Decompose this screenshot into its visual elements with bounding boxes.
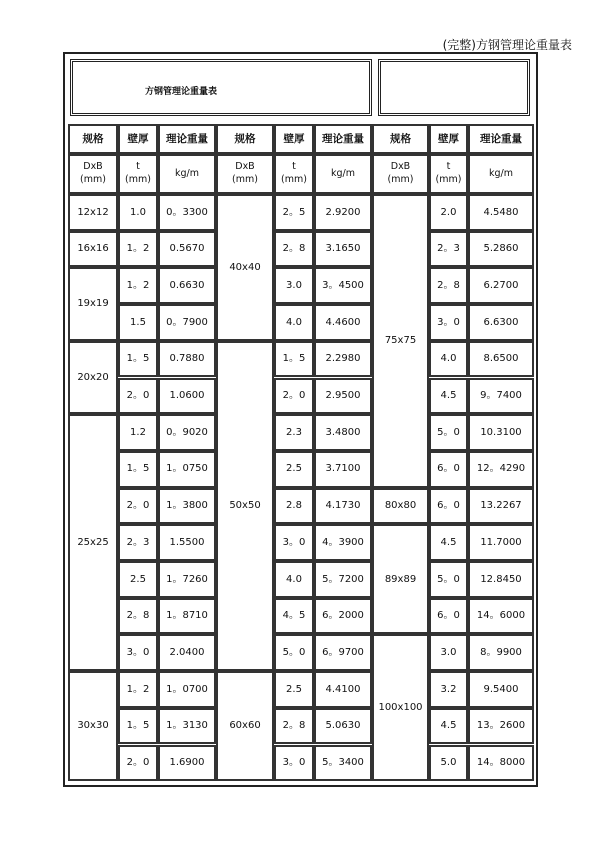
weight-header: 理论重量 xyxy=(158,124,216,154)
weight-cell: 12.8450 xyxy=(468,561,534,598)
weight-cell: 8.6500 xyxy=(468,341,534,378)
thickness-cell: 6。0 xyxy=(429,488,468,525)
thickness-cell: 2。3 xyxy=(118,524,158,561)
thickness-cell: 1。2 xyxy=(118,267,158,304)
running-head: (完整)方钢管理论重量表 xyxy=(442,38,572,52)
thickness-cell: 4.5 xyxy=(429,708,468,745)
weight-cell: 4.1730 xyxy=(314,488,372,525)
spec-cell: 12x12 xyxy=(68,194,118,231)
weight-cell: 2.9200 xyxy=(314,194,372,231)
thickness-unit: t (mm) xyxy=(274,154,314,194)
weight-cell: 8。9900 xyxy=(468,634,534,671)
thickness-cell: 2。8 xyxy=(274,708,314,745)
spec-cell: 50x50 xyxy=(216,341,274,671)
thickness-cell: 4.0 xyxy=(274,304,314,341)
weight-cell: 0。9020 xyxy=(158,414,216,451)
weight-cell: 5。3400 xyxy=(314,745,372,782)
thickness-cell: 2.8 xyxy=(274,488,314,525)
thickness-cell: 3。0 xyxy=(274,524,314,561)
thickness-cell: 1。5 xyxy=(118,341,158,378)
thickness-cell: 2。5 xyxy=(274,194,314,231)
weight-cell: 4.4100 xyxy=(314,671,372,708)
weight-cell: 12。4290 xyxy=(468,451,534,488)
weight-cell: 3.7100 xyxy=(314,451,372,488)
thickness-cell: 4。5 xyxy=(274,598,314,635)
spec-cell: 16x16 xyxy=(68,231,118,268)
weight-cell: 0。3300 xyxy=(158,194,216,231)
weight-cell: 1。0750 xyxy=(158,451,216,488)
thickness-cell: 3。0 xyxy=(118,634,158,671)
thickness-cell: 1.5 xyxy=(118,304,158,341)
spec-cell: 20x20 xyxy=(68,341,118,414)
weight-cell: 13.2267 xyxy=(468,488,534,525)
weight-table xyxy=(65,124,536,785)
thickness-cell: 3。0 xyxy=(429,304,468,341)
spec-cell: 40x40 xyxy=(216,194,274,341)
thickness-header: 壁厚 xyxy=(429,124,468,154)
title-cell xyxy=(70,59,372,116)
weight-cell: 3.4800 xyxy=(314,414,372,451)
weight-cell: 2.9500 xyxy=(314,378,372,415)
weight-unit: kg/m xyxy=(468,154,534,194)
spec-cell: 75x75 xyxy=(372,194,429,488)
thickness-cell: 5。0 xyxy=(274,634,314,671)
thickness-cell: 3.2 xyxy=(429,671,468,708)
spec-cell: 60x60 xyxy=(216,671,274,781)
thickness-cell: 2.5 xyxy=(274,671,314,708)
thickness-cell: 2。3 xyxy=(429,231,468,268)
thickness-cell: 1。5 xyxy=(274,341,314,378)
weight-cell: 0.7880 xyxy=(158,341,216,378)
weight-cell: 14。6000 xyxy=(468,598,534,635)
weight-cell: 2.0400 xyxy=(158,634,216,671)
thickness-cell: 2。0 xyxy=(118,745,158,782)
weight-cell: 0.5670 xyxy=(158,231,216,268)
thickness-cell: 3.0 xyxy=(274,267,314,304)
weight-cell: 0。7900 xyxy=(158,304,216,341)
weight-cell: 4。3900 xyxy=(314,524,372,561)
weight-cell: 1.5500 xyxy=(158,524,216,561)
thickness-unit: t (mm) xyxy=(429,154,468,194)
thickness-cell: 1。2 xyxy=(118,231,158,268)
thickness-cell: 3。0 xyxy=(274,745,314,782)
weight-cell: 6。2000 xyxy=(314,598,372,635)
thickness-header: 壁厚 xyxy=(274,124,314,154)
weight-cell: 1。8710 xyxy=(158,598,216,635)
thickness-cell: 4.5 xyxy=(429,378,468,415)
thickness-cell: 1.0 xyxy=(118,194,158,231)
thickness-cell: 2.5 xyxy=(118,561,158,598)
weight-cell: 3。4500 xyxy=(314,267,372,304)
thickness-cell: 2.0 xyxy=(429,194,468,231)
thickness-cell: 4.0 xyxy=(429,341,468,378)
weight-cell: 9。7400 xyxy=(468,378,534,415)
weight-cell: 3.1650 xyxy=(314,231,372,268)
weight-cell: 1。3130 xyxy=(158,708,216,745)
weight-cell: 5。7200 xyxy=(314,561,372,598)
weight-cell: 6.6300 xyxy=(468,304,534,341)
weight-cell: 14。8000 xyxy=(468,745,534,782)
spec-header: 规格 xyxy=(372,124,429,154)
weight-cell: 5.2860 xyxy=(468,231,534,268)
weight-cell: 5.0630 xyxy=(314,708,372,745)
thickness-cell: 4.0 xyxy=(274,561,314,598)
thickness-cell: 1.2 xyxy=(118,414,158,451)
weight-cell: 10.3100 xyxy=(468,414,534,451)
spec-unit: DxB (mm) xyxy=(68,154,118,194)
thickness-cell: 6。0 xyxy=(429,598,468,635)
thickness-cell: 6。0 xyxy=(429,451,468,488)
spec-cell: 80x80 xyxy=(372,488,429,525)
weight-cell: 4.5480 xyxy=(468,194,534,231)
weight-unit: kg/m xyxy=(314,154,372,194)
weight-cell: 1。3800 xyxy=(158,488,216,525)
weight-cell: 2.2980 xyxy=(314,341,372,378)
thickness-cell: 2。8 xyxy=(118,598,158,635)
spec-header: 规格 xyxy=(68,124,118,154)
weight-unit: kg/m xyxy=(158,154,216,194)
weight-cell: 0.6630 xyxy=(158,267,216,304)
weight-cell: 11.7000 xyxy=(468,524,534,561)
thickness-cell: 2。0 xyxy=(118,378,158,415)
thickness-cell: 2。0 xyxy=(118,488,158,525)
thickness-cell: 5。0 xyxy=(429,561,468,598)
thickness-cell: 2.3 xyxy=(274,414,314,451)
weight-cell: 1。7260 xyxy=(158,561,216,598)
spec-header: 规格 xyxy=(216,124,274,154)
thickness-cell: 4.5 xyxy=(429,524,468,561)
spec-cell: 30x30 xyxy=(68,671,118,781)
thickness-cell: 1。5 xyxy=(118,451,158,488)
spec-unit: DxB (mm) xyxy=(216,154,274,194)
thickness-cell: 1。5 xyxy=(118,708,158,745)
spec-cell: 19x19 xyxy=(68,267,118,340)
thickness-unit: t (mm) xyxy=(118,154,158,194)
weight-cell: 13。2600 xyxy=(468,708,534,745)
weight-table-frame xyxy=(63,52,538,787)
thickness-cell: 3.0 xyxy=(429,634,468,671)
thickness-cell: 2。8 xyxy=(429,267,468,304)
weight-cell: 1。0700 xyxy=(158,671,216,708)
thickness-cell: 1。2 xyxy=(118,671,158,708)
thickness-header: 壁厚 xyxy=(118,124,158,154)
thickness-cell: 5.0 xyxy=(429,745,468,782)
spec-unit: DxB (mm) xyxy=(372,154,429,194)
thickness-cell: 2.5 xyxy=(274,451,314,488)
weight-cell: 6。9700 xyxy=(314,634,372,671)
weight-cell: 4.4600 xyxy=(314,304,372,341)
thickness-cell: 2。8 xyxy=(274,231,314,268)
spec-cell: 89x89 xyxy=(372,524,429,634)
table-title: 方钢管理论重量表 xyxy=(145,87,218,97)
weight-header: 理论重量 xyxy=(468,124,534,154)
weight-header: 理论重量 xyxy=(314,124,372,154)
spec-cell: 25x25 xyxy=(68,414,118,671)
weight-cell: 6.2700 xyxy=(468,267,534,304)
weight-cell: 1.0600 xyxy=(158,378,216,415)
weight-cell: 9.5400 xyxy=(468,671,534,708)
title-right-cell xyxy=(378,59,530,116)
spec-cell: 100x100 xyxy=(372,634,429,781)
thickness-cell: 5。0 xyxy=(429,414,468,451)
weight-cell: 1.6900 xyxy=(158,745,216,782)
thickness-cell: 2。0 xyxy=(274,378,314,415)
